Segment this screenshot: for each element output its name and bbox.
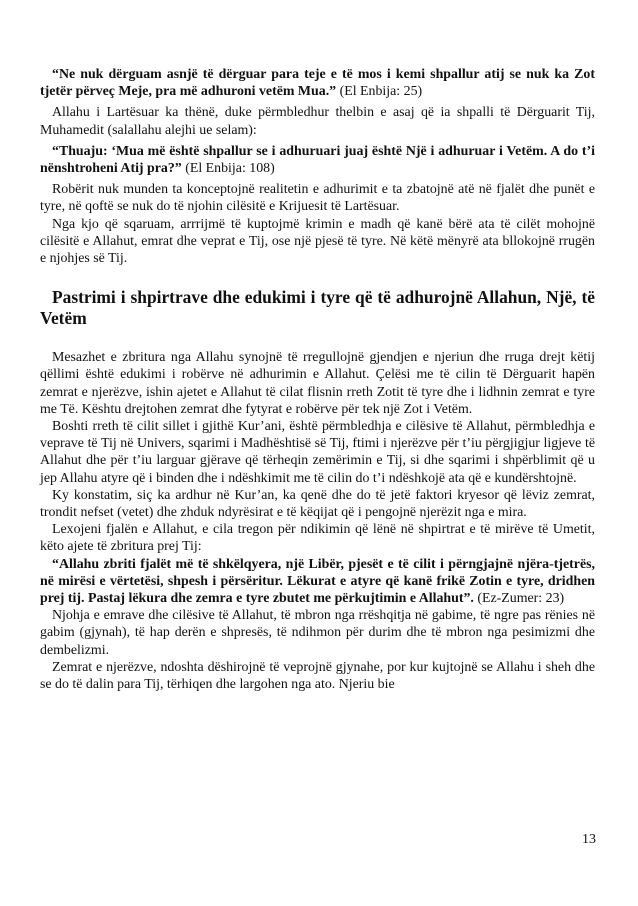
paragraph-quote-enbija-25 [40,66,595,100]
section-heading: Pastrimi i shpirtrave dhe edukimi i tyre që të adhurojnë Allahun, Një, të Vetëm [40,287,595,329]
paragraph-text: Nga kjo që sqaruam, arrrijmë të kuptojmë krimin e madh që kanë bërë ata të cilët mohojnë cilësitë e Allahut, emrat dhe veprat e Tij, ose një pjesë të tyre. Në këtë mënyrë ata bllokojnë rrugën e njohjes së Tij. [40,216,595,267]
paragraph-text: Njohja e emrave dhe cilësive të Allahut, të mbron nga rrëshqitja në gabime, të ngre pas rënies në gabim (gjynah), të hap derën e shpresës, të ndihmon për durim dhe të mbron nga pesimizmi dhe dembelizmi. [40,608,595,658]
paragraph-body [40,659,595,693]
paragraph-intro [40,104,595,138]
paragraph-text: Boshti rreth të cilit sillet i gjithë Kur’ani, është përmbledhja e cilësive të Allahut, përmbledhja e veprave të Tij në Univers, sqarimi i Madhështisë së Tij, ftimi i njerëzve për t’iu përgjigjur ligjeve të Allahut dhe për t’iu larguar gjërave që tërheqin zemërimin e Tij, si dhe sqarimi i shpërblimit që u jep Allahu atyre që i binden dhe i ndëshkimit me të cilin do t’i ndëshkojë ata që e kundërshtojnë. [40,419,595,486]
paragraph-quote-ez-zumer-23 [40,556,595,608]
paragraph-body [40,487,595,521]
paragraph-body [40,349,595,418]
paragraph-text: Zemrat e njerëzve, ndoshta dëshirojnë të veprojnë gjynahe, por kur kujtojnë se Allahu i sheh dhe se do të dalin para Tij, tërhiqen dhe largohen nga ato. Njeriu bie [40,659,595,693]
paragraph-text: Lexojeni fjalën e Allahut, e cila tregon për ndikimin që lënë në shpirtrat e të mirëve të Umetit, këto ajete të zbritura prej Tij: [40,522,595,555]
page-content [40,66,595,693]
paragraph-body [40,607,595,659]
quote-text: “Allahu zbriti fjalët më të shkëlqyera, një Libër, pjesët e të cilit i përngjajnë njëra-tjetrës, në mirësi e vërtetësi, shpesh i përsëritur. Lëkurat e atyre që kanë frikë Zotin e tyre, dridhen prej tij. Pastaj lëkura dhe zemra e tyre zbutet me përkujtimin e Allahut”. [40,556,595,607]
quote-reference: (El Enbija: 25) [336,84,423,100]
quote-text: “Thuaju: ‘Mua më është shpallur se i adhuruari juaj është Një i adhuruar i Vetëm. A do t’i nënshtroheni Atij pra?” [40,143,595,177]
paragraph-text: Allahu i Lartësuar ka thënë, duke përmbledhur thelbin e asaj që ia shpalli të Dërguarit Tij, Muhamedit (salallahu alejhi ue selam): [40,105,595,138]
paragraph-body [40,521,595,555]
paragraph-body [40,181,595,215]
paragraph-body [40,418,595,487]
quote-reference: (Ez-Zumer: 23) [473,591,565,607]
quote-text: “Ne nuk dërguam asnjë të dërguar para teje e të mos i kemi shpallur atij se nuk ka Zot tjetër përveç Meje, pra më adhuroni vetëm Mua.” [40,67,595,100]
paragraph-quote-enbija-108 [40,143,595,177]
paragraph-text: Robërit nuk munden ta konceptojnë realitetin e adhurimit e ta zbatojnë atë në fjalët dhe punët e tyre, në qoftë se nuk do të njohin cilësitë e Krijuesit të Lartësuar. [40,182,595,215]
quote-reference: (El Enbija: 108) [181,161,275,177]
paragraph-text: Ky konstatim, siç ka ardhur në Kur’an, ka qenë dhe do të jetë faktori kryesor që lëviz zemrat, trondit nefset (vetet) dhe zhduk ndyrësirat e të këqijat që i pengojnë njerëzit nga e mira. [40,487,595,521]
page-number: 13 [582,832,596,847]
paragraph-body [40,216,595,268]
paragraph-text: Mesazhet e zbritura nga Allahu synojnë të rregullojnë gjendjen e njeriun dhe rruga drejt këtij qëllimi është edukimi i robërve në adhurimin e Allahut. Çelësi me të cilin të Dërguarit hapën zemrat e njerëzve, ishin ajetet e Allahut të cilat flisnin rreth Zotit të tyre dhe i lidhnin zemrat e tyre me Të. Kështu drejtohen zemrat dhe fytyrat e robërve për tek një Zot i Vetëm. [40,350,595,417]
